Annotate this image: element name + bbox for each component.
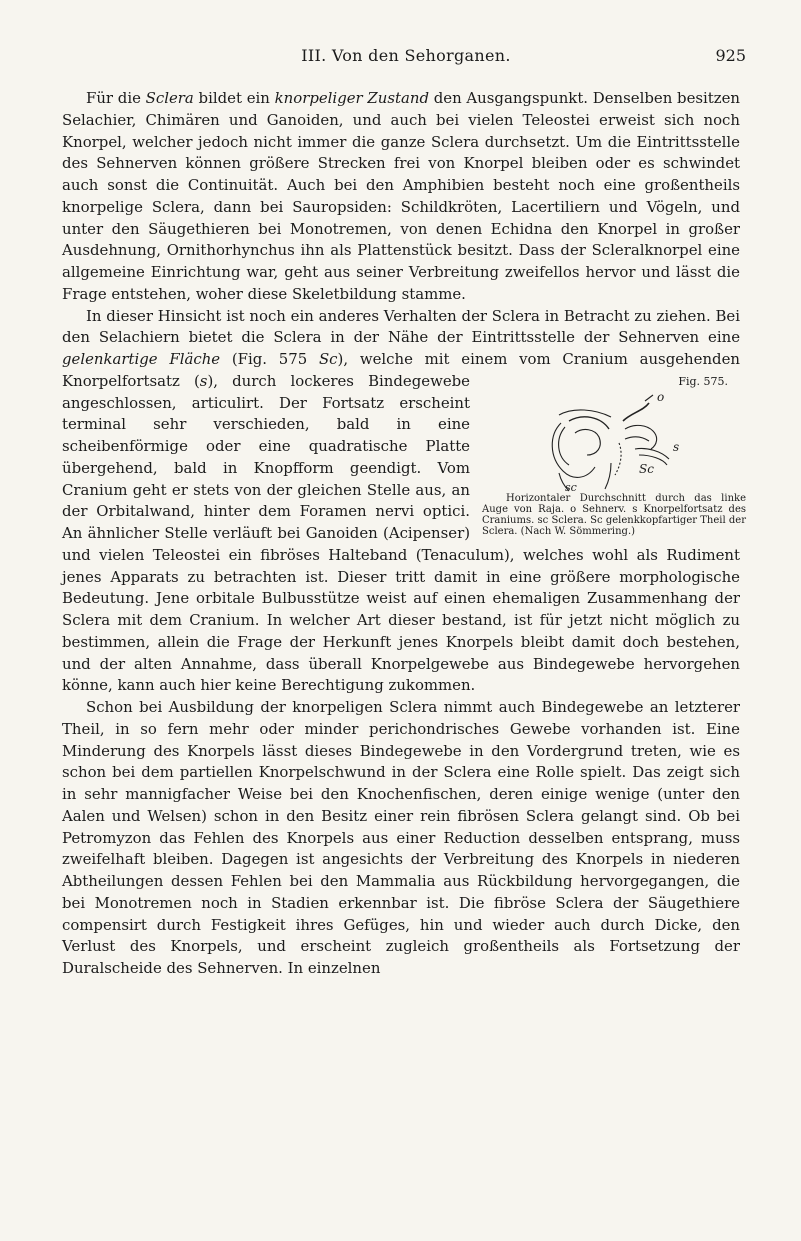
body-text: [62, 88, 746, 980]
paragraph-2: In dieser Hinsicht ist noch ein anderes Verhalten der Sclera in Betracht zu ziehen. Bei den Selachiern bietet die Sclera in der Nähe der Eintrittsstelle der Sehnerven eine gelenkartige Fläche (Fig. 575 Sc), welche mit einem vom Cranium ausgehenden Knorpelfortsatz (s Fig. 575. o s Sc sc Horizontaler Durchschnitt durch das linke Auge von Raja. o Sehnerv. s Knorpelfortsatz des Craniums. sc Sclera. Sc gelenkkopfartiger Theil der Sclera. (Nach W. Sömmering.) ), durch lockeres Bindegewebe angeschlossen, articulirt. Der Fortsatz erscheint terminal sehr verschieden, bald in eine scheibenförmige oder eine quadratische Platte übergehend, bald in Knopfform geendigt. Vom Cranium geht er stets von der gleichen Stelle aus, an der Orbitalwand, hinter dem Foramen nervi optici. An ähnlicher Stelle verläuft bei Ganoiden (Acipenser) und vielen Teleostei ein fibröses Halteband (Tenaculum), welches wohl als Rudiment jenes Apparats zu betrachten ist. Dieser tritt damit in eine größere morphologische Bedeutung. Jene orbitale Bulbusstütze weist auf einen ehemaligen Zusammenhang der Sclera mit dem Cranium. In welcher Art dieser bestand, ist für jetzt nicht möglich zu bestimmen, allein die Frage der Herkunft jenes Knorpels bleibt damit doch bestehen, und der alten Annahme, dass überall Knorpelgewebe aus Bindegewebe hervorgehen könne, kann auch hier keine Berechtigung zukommen.: [62, 306, 746, 695]
marker-sc: sc: [565, 480, 577, 493]
section-title: III. Von den Sehorganen.: [301, 46, 511, 65]
eye-section-illustration: [539, 393, 689, 493]
page-number: 925: [715, 46, 746, 65]
paragraph-1: Für die Sclera bildet ein knorpeliger Zustand den Ausgangspunkt. Denselben besitzen Selachier, Chimären und Ganoiden, und auch bei vielen Teleostei erweist sich noch Knorpel, welcher jedoch nicht immer die ganze Sclera durchsetzt. Um die Eintrittsstelle des Sehnerven können größere Strecken frei von Knorpel bleiben oder es schwindet auch sonst die Continuität. Auch bei den Amphibien besteht noch eine großentheils knorpelige Sclera, dann bei Sauropsiden: Schildkröten, Lacertiliern und Vögeln, und unter den Säugethieren bei Monotremen, von denen Echidna den Knorpel in großer Ausdehnung, Ornithorhynchus ihn als Plattenstück besitzt. Dass der Scleralknorpel eine allgemeine Einrichtung war, geht aus seiner Verbreitung zweifellos hervor und lässt die Frage entstehen, woher diese Skeletbildung stamme.: [62, 89, 741, 303]
figure-575: [480, 371, 748, 537]
running-header: [66, 46, 746, 70]
marker-s: s: [673, 439, 680, 454]
figure-label: Fig. 575.: [678, 374, 728, 388]
marker-o: o: [657, 392, 665, 404]
marker-Sc: Sc: [639, 461, 654, 476]
figure-caption: Horizontaler Durchschnitt durch das linke Auge von Raja. o Sehnerv. s Knorpelfortsatz des Craniums. sc Sclera. Sc gelenkkopfartiger Theil der Sclera. (Nach W. Sömmering.): [482, 492, 746, 537]
paragraph-3: Schon bei Ausbildung der knorpeligen Sclera nimmt auch Bindegewebe an letzterer Theil, in so fern mehr oder minder perichondrisches Gewebe vorhanden ist. Eine Minderung des Knorpels lässt dieses Bindegewebe in den Vordergrund treten, wie es schon bei dem partiellen Knorpelschwund in der Sclera eine Rolle spielt. Das zeigt sich in sehr mannigfacher Weise bei den Knochenfischen, deren einige wenige (unter den Aalen und Welsen) schon in den Besitz einer rein fibrösen Sclera gelangt sind. Ob bei Petromyzon das Fehlen des Knorpels aus einer Reduction desselben entsprang, muss zweifelhaft bleiben. Dagegen ist angesichts der Verbreitung des Knorpels in niederen Abtheilungen dessen Fehlen bei den Mammalia aus Rückbildung hervorgegangen, die bei Monotremen noch in Stadien erkennbar ist. Die fibröse Sclera der Säugethiere compensirt durch Festigkeit ihres Gefüges, hin und wieder auch durch Dicke, den Verlust des Knorpels, und erscheint zugleich großentheils als Fortsetzung der Duralscheide des Sehnerven. In einzelnen: [62, 698, 740, 977]
